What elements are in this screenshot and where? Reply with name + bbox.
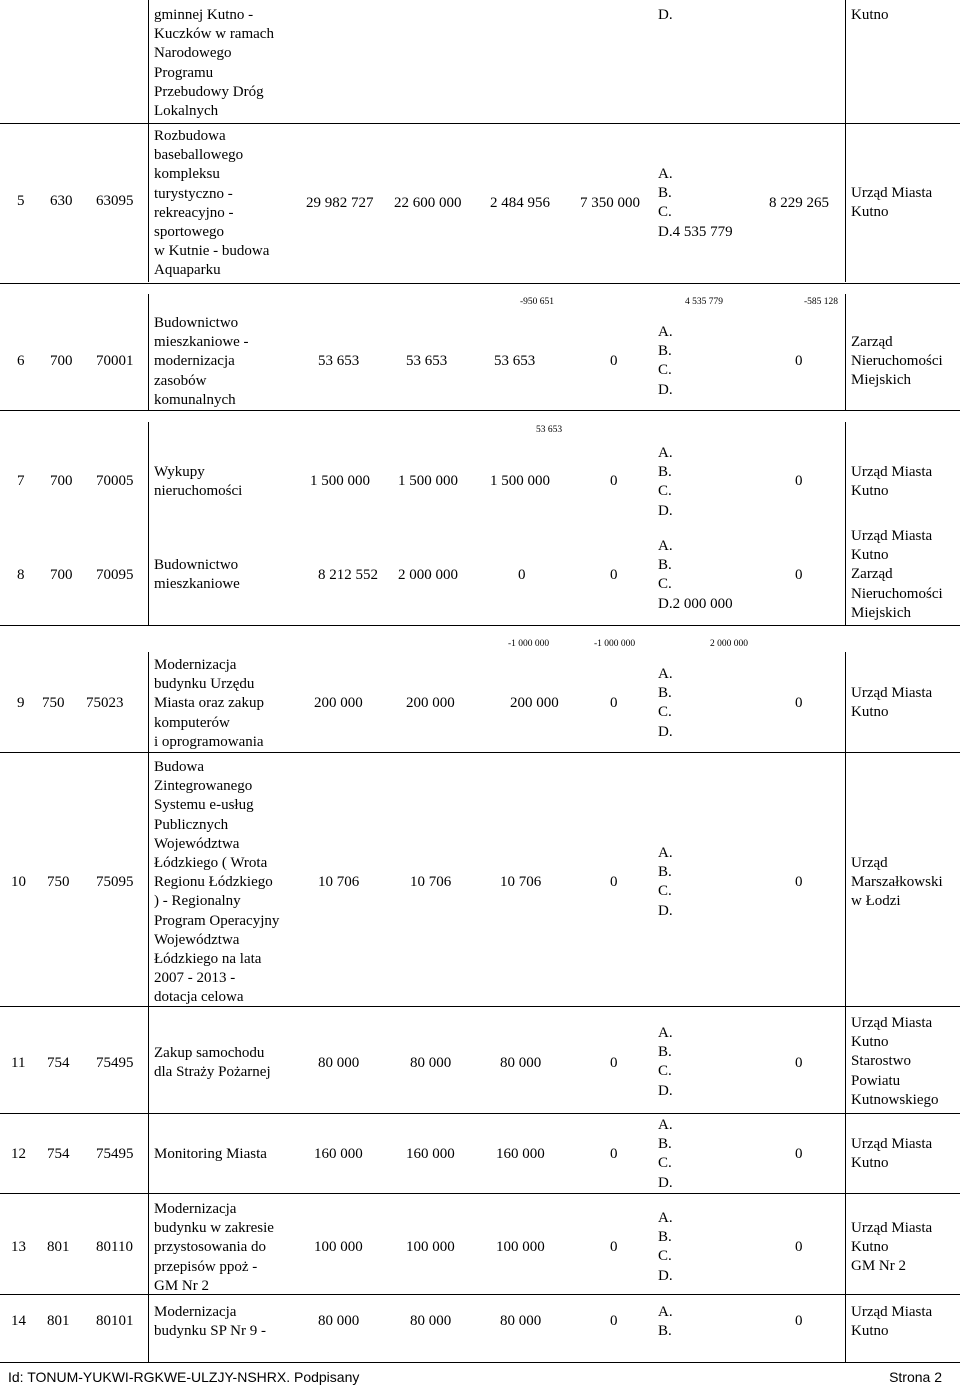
change-value: -1 000 000 — [594, 639, 636, 649]
footer-divider — [0, 1362, 960, 1363]
limit-value: 0 — [795, 1146, 803, 1162]
amount-planned: 1 500 000 — [398, 473, 458, 489]
executor-unit: Kutno — [851, 7, 889, 23]
task-description: gminnej Kutno - Kuczków w ramach Narodowego Programu Przebudowy Dróg Lokalnych — [154, 7, 274, 120]
executor-unit: Urząd Marszałkowski w Łodzi — [851, 855, 943, 910]
limit-value: 0 — [795, 1239, 803, 1255]
amount-next: 0 — [610, 353, 618, 369]
executor-unit: Urząd Miasta Kutno — [851, 685, 933, 721]
column-divider — [845, 422, 846, 625]
amount-planned: 160 000 — [406, 1146, 455, 1162]
amount-planned: 80 000 — [410, 1055, 452, 1071]
executor-unit: Urząd Miasta Kutno GM Nr 2 — [851, 1220, 933, 1275]
amount-year: 80 000 — [500, 1055, 542, 1071]
amount-next: 0 — [610, 1313, 618, 1329]
abcd-list: A. B. C. D.2 000 000 — [658, 538, 733, 612]
amount-total: 160 000 — [314, 1146, 363, 1162]
task-description: Budownictwo mieszkaniowe - modernizacja zasobów komunalnych — [154, 315, 249, 408]
amount-year: 0 — [518, 567, 526, 583]
row-dzial: 801 — [47, 1239, 70, 1255]
task-description: Modernizacja budynku SP Nr 9 - — [154, 1304, 266, 1340]
amount-year: 10 706 — [500, 874, 542, 890]
column-divider — [148, 652, 149, 1362]
row-dzial: 700 — [50, 567, 73, 583]
executor-unit: Urząd Miasta Kutno — [851, 464, 933, 500]
row-rozdzial: 75495 — [96, 1146, 134, 1162]
executor-unit: Urząd Miasta Kutno — [851, 1304, 933, 1340]
limit-value: 0 — [795, 1055, 803, 1071]
row-lp: 11 — [11, 1055, 26, 1071]
row-rozdzial: 75095 — [96, 874, 134, 890]
executor-unit: Urząd Miasta Kutno — [851, 185, 933, 221]
row-dzial: 754 — [47, 1146, 70, 1162]
amount-next: 0 — [610, 874, 618, 890]
amount-next: 0 — [610, 1239, 618, 1255]
amount-year: 80 000 — [500, 1313, 542, 1329]
row-rozdzial: 75495 — [96, 1055, 134, 1071]
limit-value: 0 — [795, 353, 803, 369]
amount-total: 100 000 — [314, 1239, 363, 1255]
row-lp: 9 — [17, 695, 25, 711]
column-divider — [148, 294, 149, 410]
amount-next: 0 — [610, 473, 618, 489]
abcd-list: A. B. C. D. — [658, 845, 673, 919]
row-dzial: 801 — [47, 1313, 70, 1329]
change-value: -1 000 000 — [508, 639, 550, 649]
amount-next: 0 — [610, 695, 618, 711]
task-description: Monitoring Miasta — [154, 1146, 267, 1162]
document-id: Id: TONUM-YUKWI-RGKWE-ULZJY-NSHRX. Podpisany — [8, 1369, 360, 1385]
amount-planned: 10 706 — [410, 874, 452, 890]
amount-year: 160 000 — [496, 1146, 545, 1162]
row-rozdzial: 70005 — [96, 473, 134, 489]
limit-value: 0 — [795, 1313, 803, 1329]
limit-value: 0 — [795, 473, 803, 489]
change-value: -585 128 — [804, 297, 839, 307]
abcd-list: A. B. C. D. — [658, 324, 673, 398]
amount-total: 200 000 — [314, 695, 363, 711]
abcd-list: A. B. C. D. — [658, 445, 673, 519]
amount-year: 1 500 000 — [490, 473, 550, 489]
limit-value: 8 229 265 — [769, 195, 829, 211]
row-rozdzial: 63095 — [96, 193, 134, 209]
column-divider — [845, 0, 846, 282]
row-divider — [0, 283, 960, 284]
column-divider — [845, 294, 846, 410]
amount-planned: 2 000 000 — [398, 567, 458, 583]
amount-planned: 53 653 — [406, 353, 448, 369]
amount-planned: 22 600 000 — [394, 195, 462, 211]
amount-planned: 100 000 — [406, 1239, 455, 1255]
amount-next: 7 350 000 — [580, 195, 640, 211]
abcd-list: A. B. C. D.4 535 779 — [658, 166, 733, 240]
row-dzial: 754 — [47, 1055, 70, 1071]
row-divider — [0, 1113, 960, 1114]
row-rozdzial: 80110 — [96, 1239, 133, 1255]
executor-unit: Urząd Miasta Kutno — [851, 1136, 933, 1172]
task-description: Modernizacja budynku w zakresie przystosowania do przepisów ppoż - GM Nr 2 — [154, 1201, 274, 1294]
row-divider — [0, 625, 960, 626]
abcd-list: A. B. C. D. — [658, 666, 673, 740]
abcd-list: A. B. C. D. — [658, 1210, 673, 1284]
abcd-list: A. B. C. D. — [658, 1117, 673, 1191]
limit-value: 0 — [795, 567, 803, 583]
executor-unit: Urząd Miasta Kutno Starostwo Powiatu Kutnowskiego — [851, 1015, 939, 1108]
abcd-list: A. B. C. D. — [658, 1025, 673, 1099]
amount-planned: 80 000 — [410, 1313, 452, 1329]
amount-total: 53 653 — [318, 353, 360, 369]
change-value: -950 651 — [520, 297, 555, 307]
row-dzial: 700 — [50, 473, 73, 489]
row-lp: 12 — [11, 1146, 26, 1162]
row-lp: 7 — [17, 473, 25, 489]
task-description: Wykupy nieruchomości — [154, 464, 243, 500]
column-divider — [845, 652, 846, 1362]
abcd-list: A. B. — [658, 1304, 673, 1340]
change-value: 2 000 000 — [710, 639, 748, 649]
limit-value: 0 — [795, 874, 803, 890]
row-lp: 10 — [11, 874, 26, 890]
row-lp: 5 — [17, 193, 25, 209]
row-lp: 6 — [17, 353, 25, 369]
amount-total: 1 500 000 — [310, 473, 370, 489]
executor-unit: Zarząd Nieruchomości Miejskich — [851, 334, 943, 389]
task-description: Budowa Zintegrowanego Systemu e-usług Publicznych Województwa Łódzkiego ( Wrota Regionu Łódzkiego ) - Regionalny Program Operacyjny Województwa Łódzkiego na lata 2007 - 2013 - dotacja celowa — [154, 759, 280, 1006]
limit-value: 0 — [795, 695, 803, 711]
executor-unit: Urząd Miasta Kutno Zarząd Nieruchomości Miejskich — [851, 528, 943, 621]
row-rozdzial: 75023 — [86, 695, 124, 711]
row-dzial: 750 — [47, 874, 70, 890]
change-value: 53 653 — [536, 425, 563, 435]
task-description: Modernizacja budynku Urzędu Miasta oraz zakup komputerów i oprogramowania — [154, 657, 264, 750]
amount-total: 10 706 — [318, 874, 360, 890]
row-lp: 8 — [17, 567, 25, 583]
amount-year: 100 000 — [496, 1239, 545, 1255]
row-rozdzial: 70001 — [96, 353, 134, 369]
row-divider — [0, 410, 960, 411]
amount-year: 53 653 — [494, 353, 536, 369]
amount-total: 8 212 552 — [318, 567, 378, 583]
row-divider — [0, 1006, 960, 1007]
amount-total: 29 982 727 — [306, 195, 374, 211]
row-dzial: 750 — [42, 695, 65, 711]
row-dzial: 700 — [50, 353, 73, 369]
task-description: Zakup samochodu dla Straży Pożarnej — [154, 1045, 271, 1081]
change-value: 4 535 779 — [685, 297, 723, 307]
row-divider — [0, 1294, 960, 1295]
amount-next: 0 — [610, 1055, 618, 1071]
amount-total: 80 000 — [318, 1055, 360, 1071]
abcd-marker: D. — [658, 7, 673, 23]
amount-year: 200 000 — [510, 695, 559, 711]
row-rozdzial: 70095 — [96, 567, 134, 583]
row-rozdzial: 80101 — [96, 1313, 134, 1329]
amount-total: 80 000 — [318, 1313, 360, 1329]
amount-year: 2 484 956 — [490, 195, 550, 211]
row-divider — [0, 123, 960, 124]
page-number: Strona 2 — [889, 1369, 942, 1385]
column-divider — [148, 422, 149, 625]
amount-planned: 200 000 — [406, 695, 455, 711]
amount-next: 0 — [610, 567, 618, 583]
task-description: Budownictwo mieszkaniowe — [154, 557, 240, 593]
row-divider — [0, 752, 960, 753]
row-lp: 13 — [11, 1239, 26, 1255]
column-divider — [148, 0, 149, 282]
row-dzial: 630 — [50, 193, 73, 209]
row-lp: 14 — [11, 1313, 26, 1329]
task-description: Rozbudowa baseballowego kompleksu turystyczno - rekreacyjno - sportowego w Kutnie - budowa Aquaparku — [154, 128, 270, 279]
amount-next: 0 — [610, 1146, 618, 1162]
row-divider — [0, 1193, 960, 1194]
